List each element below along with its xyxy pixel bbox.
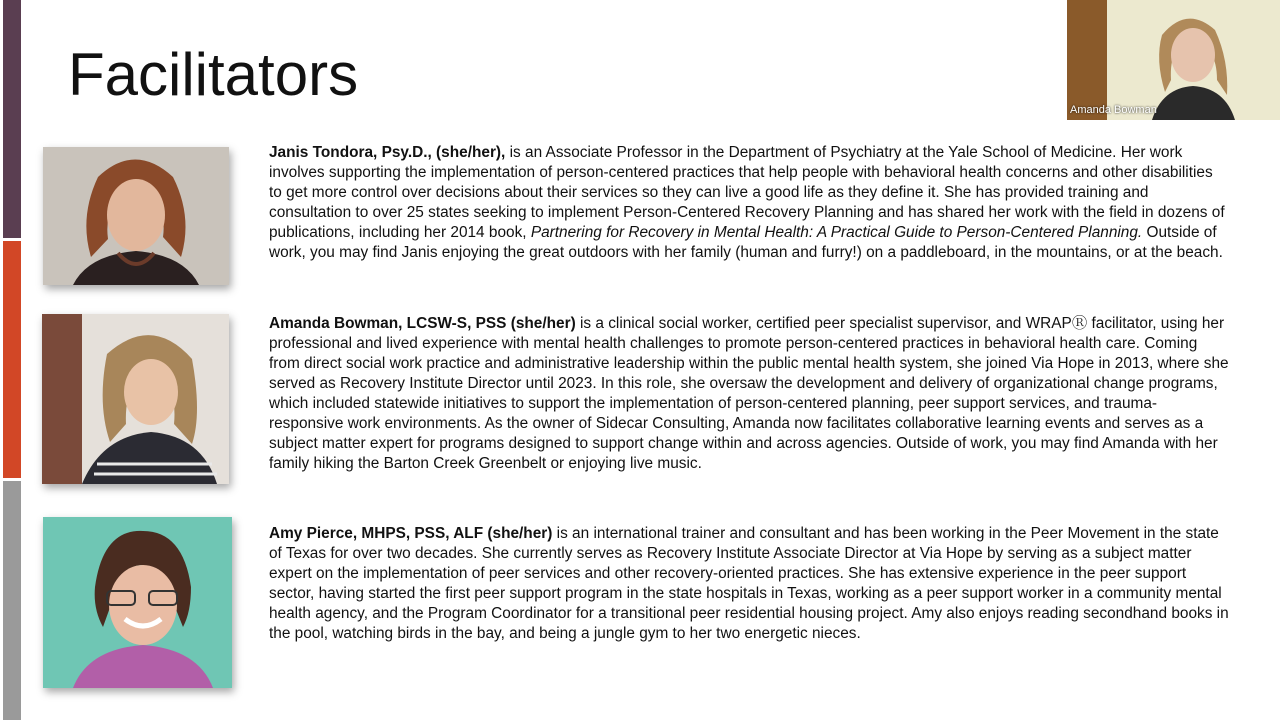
portrait-illustration <box>43 147 229 285</box>
portrait-illustration <box>42 314 229 484</box>
accent-bar-gray <box>3 481 21 720</box>
facilitator-bio-janis <box>269 143 1229 263</box>
facilitator-photo-janis <box>43 147 229 285</box>
facilitator-name-janis: Janis Tondora, Psy.D., (she/her), <box>269 144 506 161</box>
facilitator-name-amanda: Amanda Bowman, LCSW-S, PSS (she/her) <box>269 315 576 332</box>
bio-text: is a clinical social worker, certified peer specialist supervisor, and WRAPⓇ facilitator, using her professional and lived experience with mental health challenges to promote person-centered practices in behavioral health care. Coming from direct social work practice and administrative leadership within the public mental health system, she joined Via Hope in 2013, where she served as Recovery Institute Director until 2023. In this role, she oversaw the development and delivery of organizational change programs, which included statewide initiatives to support the implementation of person-centered planning, peer support services, and trauma-responsive work environments. As the owner of Sidecar Consulting, Amanda now facilitates collaborative learning events and serves as a subject matter expert for programs designed to support change within and across agencies. Outside of work, you may find Amanda with her family hiking the Barton Creek Greenbelt or enjoying live music. <box>269 315 1229 472</box>
facilitator-photo-amanda <box>42 314 229 484</box>
book-title: Partnering for Recovery in Mental Health: A Practical Guide to Person-Centered Planning. <box>530 224 1143 241</box>
facilitator-bio-amanda <box>269 314 1229 474</box>
slide-title: Facilitators <box>68 41 359 108</box>
facilitator-bio-amy <box>269 524 1229 644</box>
accent-bar-orange <box>3 241 21 478</box>
accent-bar-plum <box>3 0 21 238</box>
bio-text: Outside of work, you may find Janis enjoying the great outdoors with her family (human and furry!) on a paddleboard, in the mountains, or at the beach. <box>269 224 1223 261</box>
participant-video-tile[interactable] <box>1067 0 1280 120</box>
portrait-illustration <box>43 517 232 688</box>
participant-video-frame <box>1067 0 1280 120</box>
bio-text: is an Associate Professor in the Department of Psychiatry at the Yale School of Medicine. Her work involves supporting the implementation of person-centered practices that help people with behavioral health concerns and other disabilities to get more control over decisions about their services so they can live a good life as they define it. She has provided training and consultation to over 25 states seeking to implement Person-Centered Recovery Planning and has shared her work with the field in dozens of publications, including her 2014 book, <box>269 144 1225 241</box>
facilitator-photo-amy <box>43 517 232 688</box>
facilitator-name-amy: Amy Pierce, MHPS, PSS, ALF (she/her) <box>269 525 553 542</box>
bio-text: is an international trainer and consultant and has been working in the Peer Movement in the state of Texas for over two decades. She currently serves as Recovery Institute Associate Director at Via Hope by serving as a subject matter expert on the implementation of peer services and other recovery-oriented practices. She has extensive experience in the peer support sector, having started the first peer support program in the state hospitals in Texas, working as a peer support worker in a community mental health agency, and the Program Coordinator for a transitional peer residential housing project. Amy also enjoys reading secondhand books in the pool, watching birds in the bay, and being a jungle gym to her two energetic nieces. <box>269 525 1229 642</box>
participant-name-label: Amanda Bowman <box>1070 104 1157 116</box>
